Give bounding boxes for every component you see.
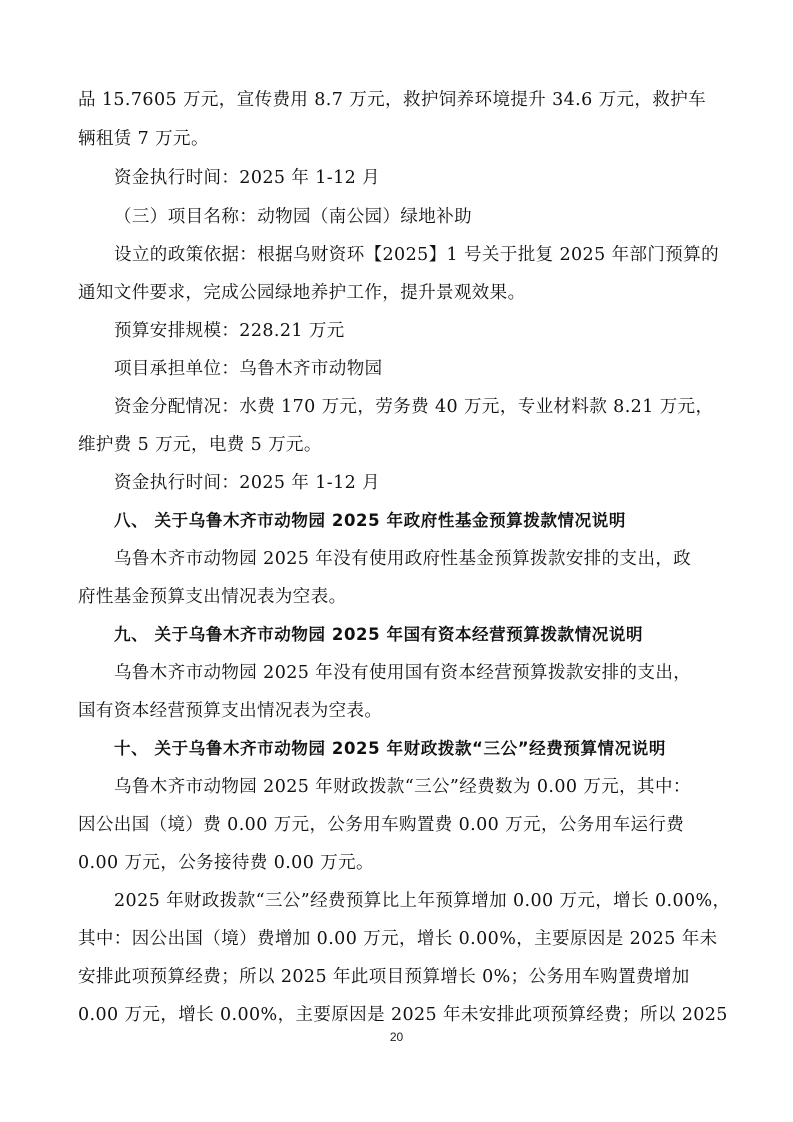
page-number: 20 bbox=[389, 1030, 404, 1044]
text-line: 品 15.7605 万元，宣传费用 8.7 万元，救护饲养环境提升 34.6 万元，救护车 bbox=[78, 90, 707, 110]
text-line: 府性基金预算支出情况表为空表。 bbox=[78, 587, 347, 607]
section-heading: 八、 关于乌鲁木齐市动物园 2025 年政府性基金预算拨款情况说明 bbox=[114, 511, 626, 530]
text-line: 资金执行时间：2025 年 1-12 月 bbox=[114, 473, 381, 493]
text-line: 乌鲁木齐市动物园 2025 年财政拨款“三公”经费数为 0.00 万元，其中： bbox=[114, 777, 691, 797]
text-line: 项目承担单位：乌鲁木齐市动物园 bbox=[114, 359, 383, 379]
text-line: 0.00 万元，公务接待费 0.00 万元。 bbox=[78, 853, 374, 873]
text-line: 资金分配情况：水费 170 万元，劳务费 40 万元，专业材料款 8.21 万元， bbox=[114, 397, 714, 417]
text-line: 乌鲁木齐市动物园 2025 年没有使用国有资本经营预算拨款安排的支出， bbox=[114, 663, 692, 683]
text-line: 设立的政策依据：根据乌财资环【2025】1 号关于批复 2025 年部门预算的 bbox=[114, 245, 719, 265]
section-heading: 十、 关于乌鲁木齐市动物园 2025 年财政拨款“三公”经费预算情况说明 bbox=[114, 739, 666, 758]
text-line: 乌鲁木齐市动物园 2025 年没有使用政府性基金预算拨款安排的支出，政 bbox=[114, 549, 692, 569]
text-line: 0.00 万元，增长 0.00%，主要原因是 2025 年未安排此项预算经费；所以 2025 bbox=[78, 1005, 728, 1025]
text-line: 安排此项预算经费；所以 2025 年此项目预算增长 0%；公务用车购置费增加 bbox=[78, 967, 690, 987]
text-line: 国有资本经营预算支出情况表为空表。 bbox=[78, 701, 383, 721]
text-line: 因公出国（境）费 0.00 万元，公务用车购置费 0.00 万元，公务用车运行费 bbox=[78, 815, 685, 835]
text-line: 维护费 5 万元，电费 5 万元。 bbox=[78, 435, 322, 455]
text-line: 2025 年财政拨款“三公”经费预算比上年预算增加 0.00 万元，增长 0.00%， bbox=[114, 891, 731, 911]
text-line: 辆租赁 7 万元。 bbox=[78, 129, 209, 149]
section-subheading: （三）项目名称：动物园（南公园）绿地补助 bbox=[114, 207, 472, 227]
text-line: 通知文件要求，完成公园绿地养护工作，提升景观效果。 bbox=[78, 283, 526, 303]
section-heading: 九、 关于乌鲁木齐市动物园 2025 年国有资本经营预算拨款情况说明 bbox=[114, 625, 644, 644]
text-line: 预算安排规模：228.21 万元 bbox=[114, 321, 345, 341]
text-line: 资金执行时间：2025 年 1-12 月 bbox=[114, 168, 381, 188]
text-line: 其中：因公出国（境）费增加 0.00 万元，增长 0.00%，主要原因是 2025 年未 bbox=[78, 929, 718, 949]
